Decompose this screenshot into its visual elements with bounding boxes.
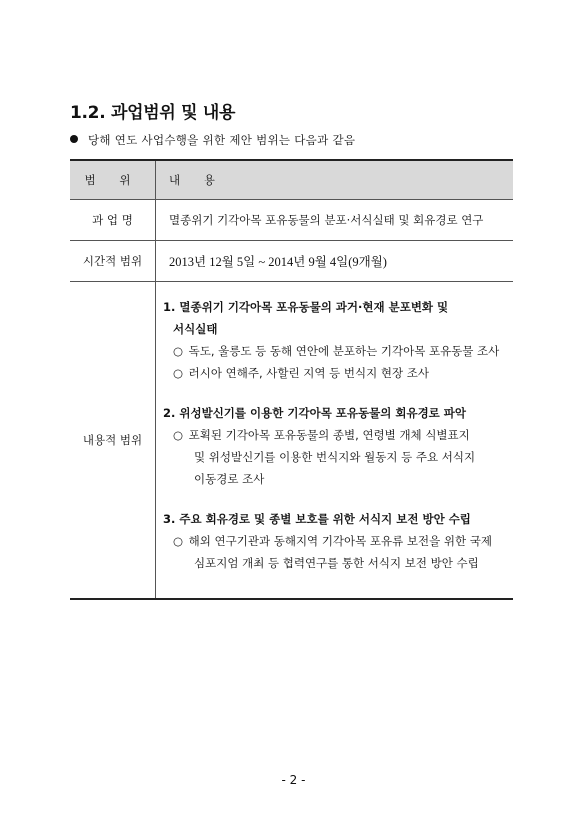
header-scope: 범 위 [70,160,156,200]
table-row [70,200,513,241]
section-title-1: 1. 멸종위기 기각아목 포유동물의 과거·현재 분포변화 및 [163,300,449,314]
row-value-project-name: 멸종위기 기각아목 포유동물의 분포·서식실태 및 회유경로 연구 [156,200,514,241]
row-value-time-scope: 2013년 12월 5일 ~ 2014년 9월 4일(9개월) [156,241,514,282]
table-row [70,241,513,282]
table-row [70,282,513,600]
list-item: ○ 러시아 연해주, 사할린 지역 등 번식지 현장 조사 [163,362,505,384]
section-title-2: 2. 위성발신기를 이용한 기각아목 포유동물의 회유경로 파악 [163,406,467,420]
table-header-row [70,160,513,200]
row-label-content-scope: 내용적 범위 [70,282,156,600]
scope-table [70,159,513,600]
header-content: 내 용 [156,160,514,200]
intro-bullet-text: 당해 연도 사업수행을 위한 제안 범위는 다음과 같음 [88,133,356,147]
section-title-1-cont: 서식실태 [173,322,218,336]
row-label-time-scope: 시간적 범위 [70,241,156,282]
list-item: ○ 독도, 울릉도 등 동해 연안에 분포하는 기각아목 포유동물 조사 [163,340,505,362]
circle-bullet-icon: ○ [173,428,184,442]
bullet-dot-icon [70,135,78,143]
intro-bullet [70,132,355,148]
circle-bullet-icon: ○ [173,344,184,358]
section-heading: 1.2. 과업범위 및 내용 [70,103,236,123]
page-number: - 2 - [281,773,306,787]
circle-bullet-icon: ○ [173,366,184,380]
content-scope-cell [156,282,514,600]
row-label-project-name: 과 업 명 [70,200,156,241]
list-item: ○ 해외 연구기관과 동해지역 기각아목 포유류 보전을 위한 국제 심포지엄 개최 등 협력연구를 통한 서식지 보전 방안 수립 [163,530,505,574]
circle-bullet-icon: ○ [173,534,184,548]
section-title-3: 3. 주요 회유경로 및 종별 보호를 위한 서식지 보전 방안 수립 [163,512,471,526]
list-item: ○ 포획된 기각아목 포유동물의 종별, 연령별 개체 식별표지 및 위성발신기를 이용한 번식지와 월동지 등 주요 서식지 이동경로 조사 [163,424,505,490]
